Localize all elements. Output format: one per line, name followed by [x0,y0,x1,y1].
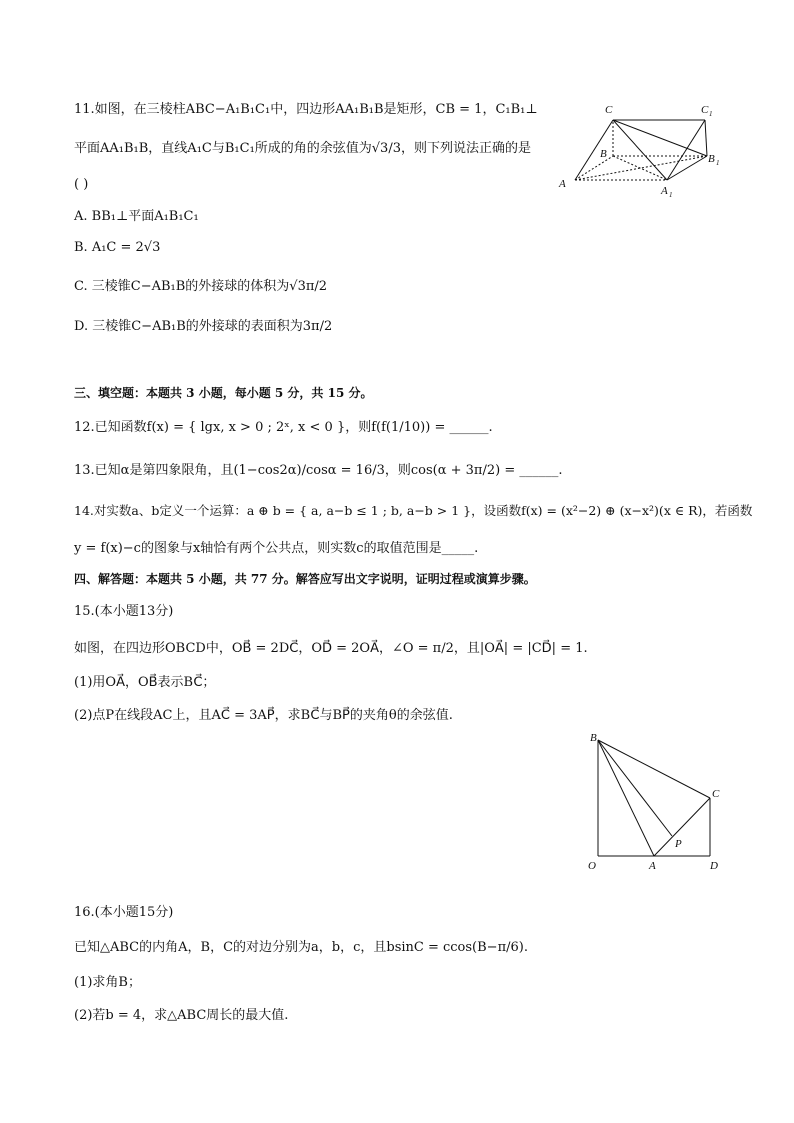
label-c1-sub: 1 [709,110,713,118]
q13: 13.已知α是第四象限角，且(1−cos2α)/cosα = 16/3，则cos(α + 3π/2) = ______. [74,463,563,478]
q15-stem: 如图，在四边形OBCD中，OB⃗ = 2DC⃗，OD⃗ = 2OA⃗，∠O = π/2，且|OA⃗| = |CD⃗| = 1. [74,641,588,656]
q12: 12.已知函数f(x) = { lgx, x > 0 ; 2ˣ, x < 0 }，则f(f(1/10)) = ______. [74,420,493,435]
q16-part2: (2)若b = 4，求△ABC周长的最大值. [74,1008,289,1023]
q16-stem: 已知△ABC的内角A，B，C的对边分别为a，b，c，且bsinC = ccos(B−π/6). [74,940,528,955]
label-o: O [588,860,596,872]
q11-option-a: A. BB₁⊥平面A₁B₁C₁ [74,209,199,224]
section4-heading: 四、解答题：本题共 5 小题，共 77 分。解答应写出文字说明，证明过程或演算步骤。 [74,572,536,586]
q15-quadrilateral-figure [584,728,726,876]
q11-line1: 11.如图，在三棱柱ABC−A₁B₁C₁中，四边形AA₁B₁B是矩形，CB = 1，C₁B₁⊥ [74,102,538,117]
label-c: C [605,104,613,116]
label-b: B [590,732,597,744]
q11-option-d: D. 三棱锥C−AB₁B的外接球的表面积为3π/2 [74,319,333,334]
q16-part1: (1)求角B； [74,975,141,990]
label-a: A [559,178,566,190]
q15-part1: (1)用OA⃗，OB⃗表示BC⃗； [74,675,216,690]
q15-header: 15.(本小题13分) [74,604,174,619]
q14-line1: 14.对实数a、b定义一个运算：a ⊕ b = { a, a−b ≤ 1 ; b, a−b > 1 }，设函数f(x) = (x²−2) ⊕ (x−x²)(x ∈ R)，若函数 [74,503,753,518]
label-b1: B [708,153,715,165]
q16-header: 16.(本小题15分) [74,905,174,920]
label-c: C [712,788,720,800]
label-a: A [649,860,656,872]
label-a1: A [661,185,668,197]
label-b1-sub: 1 [716,159,720,167]
q14-line2: y = f(x)−c的图象与x轴恰有两个公共点，则实数c的取值范围是_____. [74,541,479,556]
label-a1-sub: 1 [669,191,673,199]
q11-line2: 平面AA₁B₁B，直线A₁C与B₁C₁所成的角的余弦值为√3/3，则下列说法正确的是 [74,141,531,156]
label-b: B [600,148,607,160]
q11-prism-figure [556,98,726,204]
section3-heading: 三、填空题：本题共 3 小题，每小题 5 分，共 15 分。 [74,386,373,400]
label-c1: C [701,104,709,116]
q11-option-b: B. A₁C = 2√3 [74,240,161,255]
label-d: D [710,860,718,872]
q11-option-c: C. 三棱锥C−AB₁B的外接球的体积为√3π/2 [74,279,328,294]
label-p: P [675,838,682,850]
q11-paren: ( ) [74,177,89,192]
q15-part2: (2)点P在线段AC上，且AC⃗ = 3AP⃗，求BC⃗与BP⃗的夹角θ的余弦值. [74,708,453,723]
